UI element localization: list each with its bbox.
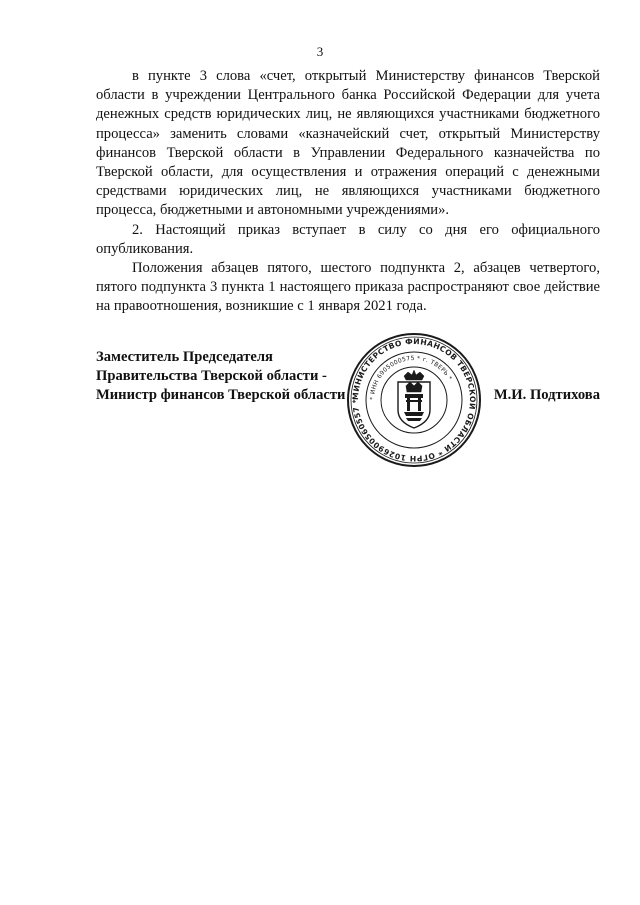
signatory-name: М.И. Подтихова	[493, 387, 600, 403]
paragraph-effective-date: 2. Настоящий приказ вступает в силу со дня его официального опубликования.	[96, 221, 600, 257]
seal-inner-textpath: * ИНН 6905000575 * г. ТВЕРЬ *	[368, 354, 454, 401]
signatory-title-line: Заместитель Председателя	[96, 349, 273, 365]
page-number: 3	[316, 44, 324, 59]
signatory-title-line: Министр финансов Тверской области	[96, 387, 346, 404]
paragraph-retroactive: Положения абзацев пятого, шестого подпункта 2, абзацев четвертого, пятого подпункта 3 пункта 1 настоящего приказа распространяют свое действие на правоотношения, возникшие с 1 января 2021 года.	[96, 260, 600, 315]
document-body	[96, 67, 600, 317]
seal-outer-textpath: МИНИСТЕРСТВО ФИНАНСОВ ТВЕРСКОЙ ОБЛАСТИ * ОГРН 1026900560557 *	[350, 336, 478, 464]
official-seal	[344, 330, 484, 470]
paragraph-amendment: в пункте 3 слова «счет, открытый Министерству финансов Тверской области в учреждении Центрального банка Российской Федерации для учета денежных средств юридических лиц, не являющихся участниками бюджетного процесса» заменить словами «казначейский счет, открытый Министерству финансов Тверской области в Управлении Федерального казначейства по Тверской области, для осуществления и отражения операций с денежными средствами юридических лиц, не являющихся участниками бюджетного процесса, бюджетными и автономными учреждениями».	[96, 68, 600, 219]
signatory-title-line: Правительства Тверской области -	[96, 368, 327, 385]
